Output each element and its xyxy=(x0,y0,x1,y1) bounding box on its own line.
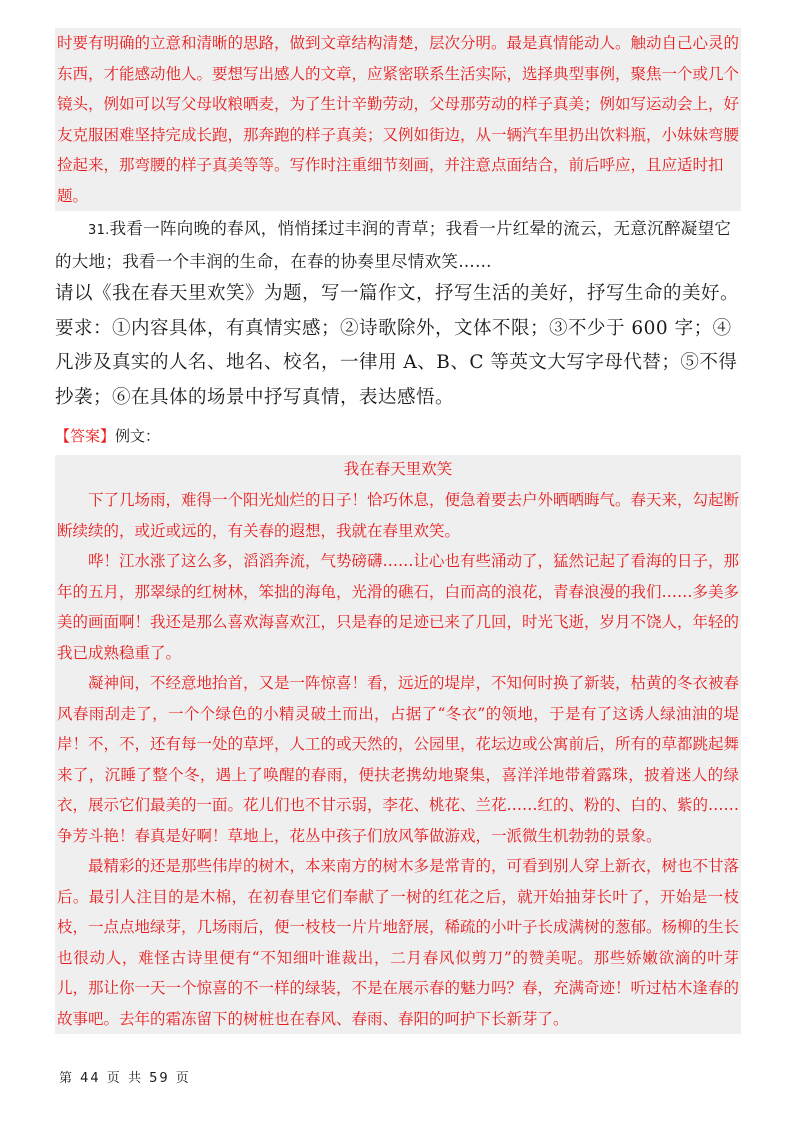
sample-essay xyxy=(55,455,741,1034)
intro-highlight-block xyxy=(55,28,741,211)
intro-paragraph: 时要有明确的立意和清晰的思路，做到文章结构清楚，层次分明。最是真情能动人。触动自己心灵的东西，才能感动他人。要想写出感人的文章，应紧密联系生活实际，选择典型事例，聚焦一个或几个镜头，例如可以写父母收粮晒麦，为了生计辛勤劳动，父母那劳动的样子真美；例如写运动会上，好友克服困难坚持完成长跑，那奔跑的样子真美；又例如街边，从一辆汽车里扔出饮料瓶，小妹妹弯腰捡起来，那弯腰的样子真美等等。写作时注重细节刻画，并注意点面结合，前后呼应，且应适时扣题。 xyxy=(57,34,740,205)
question-number: 31. xyxy=(88,223,110,238)
essay-paragraph-4: 最精彩的还是那些伟岸的树木，本来南方的树木多是常青的，可看到别人穿上新衣，树也不甘落后。最引人注目的是木棉，在初春里它们奉献了一树的红花之后，就开始抽芽长叶了，开始是一枝枝，一点点地绿芽，几场雨后，便一枝枝一片片地舒展，稀疏的小叶子长成满树的葱郁。杨柳的生长也很动人，难怪古诗里便有“不知细叶谁裁出，二月春风似剪刀”的赞美呢。那些娇嫩欲滴的叶芽儿，那让你一天一个惊喜的不一样的绿装，不是在展示春的魅力吗？春，充满奇迹！听过枯木逢春的故事吧。去年的霜冻留下的树桩也在春风、春雨、春阳的呵护下长新芽了。 xyxy=(57,857,740,1028)
essay-paragraph-3: 凝神间，不经意地抬首，又是一阵惊喜！看，远近的堤岸，不知何时换了新装，枯黄的冬衣被春风春雨刮走了，一个个绿色的小精灵破土而出，占据了“冬衣”的领地，于是有了这诱人绿油油的堤岸！不，不，还有每一处的草坪，人工的或天然的，公园里，花坛边或公寓前后，所有的草都跳起舞来了，沉睡了整个冬，遇上了唤醒的春雨，便扶老携幼地聚集，喜洋洋地带着露珠，披着迷人的绿衣，展示它们最美的一面。花儿们也不甘示弱，李花、桃花、兰花……红的、粉的、白的、紫的……争芳斗艳！春真是好啊！草地上，花丛中孩子们放风筝做游戏，一派微生机勃勃的景象。 xyxy=(57,674,740,845)
page-footer: 第 44 页 共 59 页 xyxy=(59,1071,191,1086)
essay-requirements: 要求：①内容具体，有真情实感；②诗歌除外，文体不限；③不少于 600 字；④凡涉及真实的人名、地名、校名，一律用 A、B、C 等英文大写字母代替；⑤不得抄袭；⑥在具体的场景中抒写真情，表达感悟。 xyxy=(55,317,738,408)
essay-instruction: 请以《我在春天里欢笑》为题，写一篇作文，抒写生活的美好，抒写生命的美好。 xyxy=(55,283,740,304)
essay-paragraph-2: 哗！江水涨了这么多，滔滔奔流，气势磅礴……让心也有些涌动了，猛然记起了看海的日子，那年的五月，那翠绿的红树林，笨拙的海龟，光滑的礁石，白而高的浪花，青春浪漫的我们……多美多美的画面啊！我还是那么喜欢海喜欢江，只是春的足迹已来了几回，时光飞逝，岁月不饶人，年轻的我已成熟稳重了。 xyxy=(57,552,740,662)
essay-title: 我在春天里欢笑 xyxy=(343,460,453,478)
essay-paragraph-1: 下了几场雨，难得一个阳光灿烂的日子！恰巧休息，便急着要去户外晒晒晦气。春天来，勾起断断续续的，或近或远的，有关春的遐想，我就在春里欢笑。 xyxy=(57,491,740,540)
question-text: 我看一阵向晚的春风，悄悄揉过丰润的青草；我看一片红晕的流云，无意沉醉凝望它的大地；我看一个丰润的生命，在春的协奏里尽情欢笑…… xyxy=(55,219,732,271)
answer-label: 例文： xyxy=(115,427,161,445)
answer-tag: 【答案】 xyxy=(55,427,116,445)
document-page xyxy=(55,28,741,1034)
question-31 xyxy=(55,213,741,277)
answer-header xyxy=(55,421,741,451)
